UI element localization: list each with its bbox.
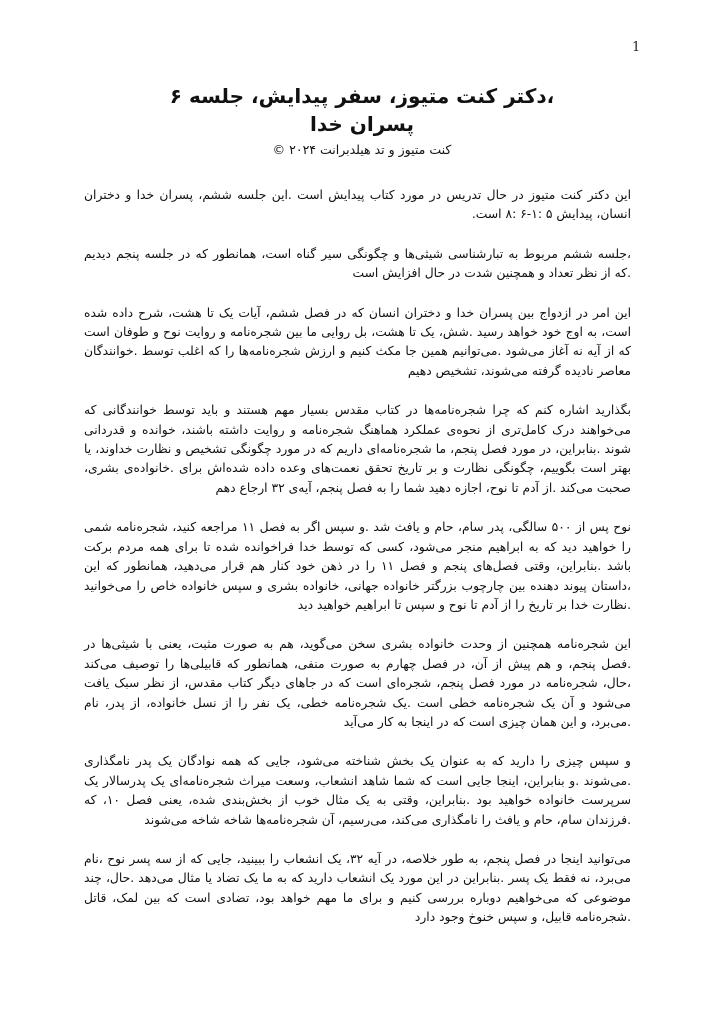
page-number: 1	[632, 40, 641, 55]
paragraph: این دکتر کنت متیوز در حال تدریس در مورد کتاب پیدایش است .این جلسه ششم، پسران خدا و دختران انسان، پیدایش ۵ :۱-۶ :۸ است.	[84, 188, 631, 222]
document-subtitle: پسران خدا	[309, 112, 414, 136]
paragraph: و سپس چیزی را دارید که به عنوان یک بخش شناخته می‌شود، جایی که همه نوادگان یک پدر نامگذاری .می‌شوند .و بنابراین، اینجا جایی است که شما شاهد انشعاب، وسعت میراث شجره‌نامه‌ای یک پدرسالار یک سرپرست خانواده خواهید بود .بنابراین، وقتی به یک مثال خوب از بخش‌بندی شده، یعنی فصل ۱۰، که .فرزندان سام، حام و یافث را نامگذاری می‌کند، می‌رسیم، آن شجره‌نامه‌ها شاخه شاخه می‌شوند	[84, 754, 632, 827]
copyright-line: کنت متیوز و تد هیلدبرانت ۲۰۲۴ ©	[272, 142, 452, 157]
paragraph: می‌توانید اینجا در فصل پنجم، به طور خلاصه، در آیه ۳۲، یک انشعاب را ببینید، جایی که از سه پسر نوح ،نام می‌برد، نه فقط یک پسر .بنابراین در این مورد یک انشعاب دارید که به ما یک تضاد یا مثال می‌دهد .حال، چند موضوعی که می‌خواهیم دوباره بررسی کنیم و برای ما مهم خواهد بود، تضادی است که بین لمک، قاتل .شجره‌نامه قابیل، و سپس خنوخ وجود دارد	[84, 851, 631, 925]
document-title: ،دکتر کنت متیوز، سفر پیدایش، جلسه ۶	[169, 84, 555, 108]
paragraph: نوح پس از ۵۰۰ سالگی، پدر سام، حام و یافث شد .و سپس اگر به فصل ۱۱ مراجعه کنید، شجره‌نامه شمی را خواهید دید که به ابراهیم منجر می‌شود، کسی که توسط خدا فراخوانده شده تا برای همه مردم برکت باشد .بنابراین، وقتی فصل‌های پنجم و فصل ۱۱ را در ذهن خود کنار هم قرار می‌دهید، همانطور که این ،داستان پیوند دهنده بین چارچوب بزرگتر خانواده جهانی، خانواده بشری و سپس خانواده خاص را می‌خوانید .نظارت خدا بر تاریخ را از آدم تا نوح و سپس تا ابراهیم خواهید دید	[84, 520, 631, 612]
paragraph: این شجره‌نامه همچنین از وحدت خانواده بشری سخن می‌گوید، هم به صورت مثبت، یعنی با شیثی‌ها در .فصل پنجم، و هم پیش از آن، در فصل چهارم به صورت منفی، همانطور که قابیلی‌ها را توصیف می‌کند ،حال، شجره‌نامه در مورد فصل پنجم، شجره‌ای است که در جاهای دیگر کتاب مقدس، از نظر سبک یافت می‌شود و آن یک شجره‌نامه خطی است .یک شجره‌نامه خطی، یک نفر را از نسل خانواده، از پدر، نام .می‌برد، و این همان چیزی است که در اینجا به کار می‌آید	[84, 637, 631, 729]
document-body	[84, 186, 631, 948]
paragraph: بگذارید اشاره کنم که چرا شجره‌نامه‌ها در کتاب مقدس بسیار مهم هستند و باید توسط خوانندگانی که می‌خواهند درک کامل‌تری از نحوه‌ی عملکرد هماهنگ شجره‌نامه و روایت داشته باشند، خوانده و قدردانی شوند .بنابراین، در مورد فصل پنجم، ما شجره‌نامه‌ای داریم که در مورد چگونگی تشخیص و نظارت خداوند، یا بهتر است بگوییم، چگونگی نظارت و بر تاریخ تحقق نعمت‌های وعده داده شده‌اش برای .خانواده‌ی بشری، صحبت می‌کند .از آدم تا نوح، اجازه دهید شما را به فصل پنجم، آیه‌ی ۳۲ ارجاع دهم	[84, 403, 631, 495]
document-header	[0, 82, 724, 160]
paragraph: ،جلسه ششم مربوط به تبارشناسی شیثی‌ها و چگونگی سیر گناه است، همانطور که در جلسه پنجم دیدیم .که از نظر تعداد و همچنین شدت در حال افزایش است	[84, 246, 631, 281]
paragraph: این امر در ازدواج بین پسران خدا و دختران انسان که در فصل ششم، آیات یک تا هشت، شرح داده شده است، به اوج خود خواهد رسید .شش، یک تا هشت، بل روایی ما بین شجره‌نامه و روایت نوح و طوفان است که از آیه نه آغاز می‌شود .می‌توانیم همین جا مکث کنیم و ارزش شجره‌نامه‌ها را که اغلب توسط .خوانندگان معاصر نادیده گرفته می‌شوند، تشخیص دهیم	[84, 305, 631, 378]
